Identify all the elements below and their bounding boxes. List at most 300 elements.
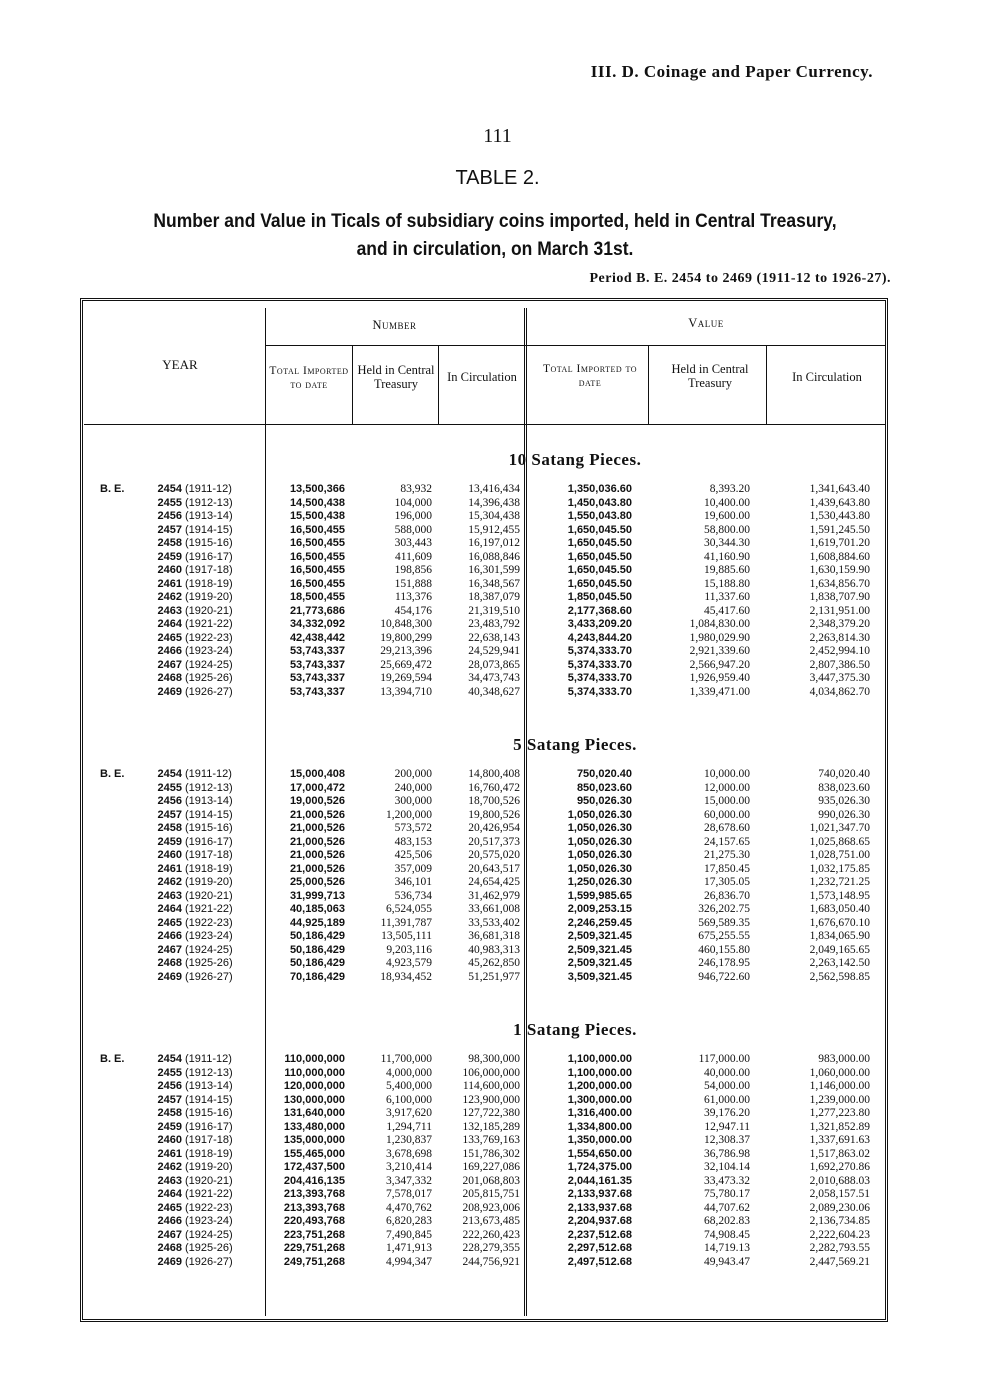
value-in-circulation: 2,010,688.03 (809, 1174, 870, 1187)
number-total-imported: 53,743,337 (289, 658, 345, 671)
value-total-imported: 1,650,045.50 (567, 550, 632, 563)
be-year: 2460 (157, 564, 182, 576)
number-held: 5,400,000 (386, 1080, 432, 1092)
value-held: 41,160.90 (704, 550, 750, 563)
number-in-circulation: 15,912,455 (468, 523, 520, 536)
number-held: 11,700,000 (380, 1053, 432, 1065)
table-row (0, 1094, 995, 1108)
value-held: 24,157.65 (704, 835, 750, 848)
value-total-imported: 1,724,375.00 (567, 1161, 632, 1173)
year-header: YEAR (162, 357, 198, 372)
value-in-circulation: 1,630,159.90 (809, 564, 870, 576)
value-total-imported: 1,300,000.00 (567, 1093, 632, 1106)
value-total-imported: 750,020.40 (576, 768, 632, 780)
value-held: 49,943.47 (704, 1255, 750, 1268)
value-in-circulation: 2,348,379.20 (809, 618, 870, 630)
value-held: 61,000.00 (704, 1093, 750, 1106)
value-held: 19,600.00 (704, 510, 750, 522)
number-in-circulation: 33,661,008 (468, 903, 520, 915)
table-row (0, 605, 995, 619)
table-caption (95, 208, 895, 264)
number-in-circulation: 132,185,289 (462, 1120, 520, 1133)
number-held: 300,000 (394, 795, 432, 807)
number-total-imported: 53,743,337 (289, 685, 345, 698)
number-total-imported: 34,332,092 (289, 618, 345, 630)
number-in-circulation: 228,279,355 (462, 1242, 520, 1254)
value-col-divider-1 (648, 345, 649, 424)
gregorian-year: (1912-13) (185, 1066, 233, 1079)
be-year: 2458 (157, 537, 182, 549)
value-total-imported: 1,450,043.80 (567, 496, 632, 509)
number-total-imported: 50,186,429 (289, 957, 345, 969)
value-in-circulation: 1,321,852.89 (809, 1120, 870, 1133)
number-held: 104,000 (394, 496, 432, 509)
number-total-imported: 16,500,455 (289, 577, 345, 590)
number-held: 3,678,698 (386, 1147, 432, 1160)
table-row (0, 1121, 995, 1135)
table-row (0, 1134, 995, 1148)
value-in-circulation: 935,026.30 (818, 795, 870, 807)
number-total-imported: 16,500,455 (289, 537, 345, 549)
value-in-circulation: 1,060,000.00 (809, 1066, 870, 1079)
number-held: 6,524,055 (386, 903, 432, 915)
number-total-imported: 204,416,135 (283, 1174, 345, 1187)
number-total-imported: 249,751,268 (283, 1255, 345, 1268)
table-row (0, 1215, 995, 1229)
number-total-imported: 21,000,526 (289, 835, 345, 848)
value-total-imported: 1,050,026.30 (567, 808, 632, 821)
value-held: 17,305.05 (704, 876, 750, 888)
table-row (0, 903, 995, 917)
gregorian-year: (1923-24) (185, 645, 233, 657)
be-year: 2469 (157, 685, 182, 698)
table-row (0, 1229, 995, 1243)
number-held: 196,000 (394, 510, 432, 522)
section-rows-1-satang (0, 1053, 995, 1269)
number-in-circulation: 244,756,921 (462, 1255, 520, 1268)
be-year: 2464 (157, 618, 182, 630)
gregorian-year: (1922-23) (185, 916, 233, 929)
number-held: 113,376 (395, 591, 432, 603)
be-year: 2465 (157, 916, 182, 929)
value-in-circulation: 2,136,734.85 (809, 1215, 870, 1227)
value-held-header: Held in Central Treasury (671, 362, 749, 390)
value-held: 15,188.80 (704, 577, 750, 590)
caption-line-2: and in circulation, on March 31st. (356, 239, 634, 260)
number-total-imported: 31,999,713 (289, 889, 345, 902)
value-held: 2,566,947.20 (689, 658, 750, 671)
number-held: 3,210,414 (386, 1161, 432, 1173)
number-total-imported: 17,000,472 (289, 781, 345, 794)
gregorian-year: (1926-27) (185, 1255, 233, 1268)
value-total-imported: 2,133,937.68 (567, 1201, 632, 1214)
value-held: 33,473.32 (704, 1174, 750, 1187)
page-number: 111 (483, 125, 512, 147)
gregorian-year: (1911-12) (185, 483, 232, 495)
table-row (0, 578, 995, 592)
value-held: 10,000.00 (704, 768, 750, 780)
table-row (0, 618, 995, 632)
number-total-imported: 133,480,000 (283, 1120, 345, 1133)
number-held: 1,471,913 (386, 1242, 432, 1254)
be-year: 2468 (157, 957, 182, 969)
gregorian-year: (1917-18) (185, 849, 233, 861)
be-year: 2455 (157, 781, 182, 794)
be-year: 2460 (157, 1134, 182, 1146)
value-held: 68,202.83 (704, 1215, 750, 1227)
number-in-circulation: 213,673,485 (462, 1215, 520, 1227)
number-header: Number (372, 318, 417, 332)
number-held: 4,923,579 (386, 957, 432, 969)
table-row (0, 1148, 995, 1162)
value-in-circulation: 1,530,443.80 (809, 510, 870, 522)
number-held: 425,506 (394, 849, 432, 861)
be-year: 2465 (157, 1201, 182, 1214)
number-held: 19,800,299 (380, 631, 432, 644)
value-in-circulation: 1,025,868.65 (809, 835, 870, 848)
number-in-circulation: 169,227,086 (462, 1161, 520, 1173)
value-held: 117,000.00 (698, 1053, 750, 1065)
value-total-imported: 850,023.60 (576, 781, 632, 794)
number-in-circulation: 16,301,599 (468, 564, 520, 576)
value-in-circulation: 1,028,751.00 (809, 849, 870, 861)
number-total-imported: 42,438,442 (289, 631, 345, 644)
table-row (0, 944, 995, 958)
value-total-imported: 1,050,026.30 (567, 849, 632, 861)
value-held: 44,707.62 (704, 1201, 750, 1214)
number-held: 13,394,710 (380, 685, 432, 698)
value-total-imported: 2,204,937.68 (567, 1215, 632, 1227)
be-year: 2455 (157, 496, 182, 509)
number-total-imported: 40,185,063 (289, 903, 345, 915)
number-in-circulation: 40,348,627 (468, 685, 520, 698)
gregorian-year: (1916-17) (185, 1120, 233, 1133)
table-row (0, 537, 995, 551)
gregorian-year: (1914-15) (185, 1093, 233, 1106)
value-total-imported: 1,350,000.00 (567, 1134, 632, 1146)
number-in-circulation: 20,643,517 (468, 862, 520, 875)
value-in-circulation: 1,834,065.90 (809, 930, 870, 942)
section-rows-10-satang (0, 483, 995, 699)
value-total-imported: 1,650,045.50 (567, 523, 632, 536)
table-row (0, 645, 995, 659)
value-held: 2,921,339.60 (689, 645, 750, 657)
number-held: 9,203,116 (386, 943, 432, 956)
be-year: 2454 (157, 483, 182, 495)
value-total-imported: 1,650,045.50 (567, 564, 632, 576)
value-total-imported: 1,316,400.00 (567, 1107, 632, 1119)
value-in-circulation: 1,683,050.40 (809, 903, 870, 915)
table-row (0, 1202, 995, 1216)
value-total-imported: 1,550,043.80 (567, 510, 632, 522)
number-in-circulation: 123,900,000 (462, 1093, 520, 1106)
value-total-imported: 1,100,000.00 (567, 1053, 632, 1065)
value-in-circulation: 2,452,994.10 (809, 645, 870, 657)
gregorian-year: (1914-15) (185, 808, 233, 821)
number-in-circulation: 16,760,472 (468, 781, 520, 794)
be-year: 2456 (157, 795, 182, 807)
number-held: 536,734 (394, 889, 432, 902)
table-row (0, 890, 995, 904)
be-year: 2466 (157, 1215, 182, 1227)
table-row (0, 1242, 995, 1256)
value-held: 460,155.80 (698, 943, 750, 956)
number-in-circulation: 14,800,408 (468, 768, 520, 780)
value-in-circulation: 990,026.30 (818, 808, 870, 821)
number-total-imported: 14,500,438 (289, 496, 345, 509)
number-held: 4,000,000 (386, 1066, 432, 1079)
number-total-imported: 21,000,526 (289, 862, 345, 875)
value-total-imported: 1,050,026.30 (567, 862, 632, 875)
value-in-circulation: 1,517,863.02 (809, 1147, 870, 1160)
value-in-circulation: 1,619,701.20 (809, 537, 870, 549)
table-row (0, 930, 995, 944)
be-year: 2467 (157, 943, 182, 956)
value-held: 1,084,830.00 (689, 618, 750, 630)
table-row (0, 1107, 995, 1121)
value-in-circulation: 1,838,707.90 (809, 591, 870, 603)
value-total-imported: 1,599,985.65 (567, 889, 632, 902)
number-in-circulation: 19,800,526 (468, 808, 520, 821)
gregorian-year: (1923-24) (185, 930, 233, 942)
table-row (0, 809, 995, 823)
value-in-circulation: 1,692,270.86 (809, 1161, 870, 1173)
number-in-circulation: 15,304,438 (468, 510, 520, 522)
gregorian-year: (1916-17) (185, 835, 233, 848)
table-row (0, 659, 995, 673)
number-held: 588,000 (394, 523, 432, 536)
number-held: 483,153 (394, 835, 432, 848)
number-in-circulation: 208,923,006 (462, 1201, 520, 1214)
value-held: 26,836.70 (704, 889, 750, 902)
table-row (0, 497, 995, 511)
table-row (0, 768, 995, 782)
number-col-divider-2 (438, 345, 439, 424)
gregorian-year: (1915-16) (185, 1107, 233, 1119)
be-year: 2456 (157, 510, 182, 522)
value-total-imported: 950,026.30 (576, 795, 632, 807)
table-row (0, 1175, 995, 1189)
number-total-imported: 16,500,455 (289, 523, 345, 536)
gregorian-year: (1912-13) (185, 781, 233, 794)
number-held: 357,009 (394, 862, 432, 875)
number-held: 4,994,347 (386, 1255, 432, 1268)
value-total-imported: 2,497,512.68 (567, 1255, 632, 1268)
number-total-imported: 25,000,526 (289, 876, 345, 888)
value-total-imported: 1,850,045.50 (567, 591, 632, 603)
value-total-imported: 3,433,209.20 (567, 618, 632, 630)
be-year: 2465 (157, 631, 182, 644)
value-held: 14,719.13 (704, 1242, 750, 1254)
number-in-circulation: 106,000,000 (462, 1066, 520, 1079)
number-total-imported: 155,465,000 (283, 1147, 345, 1160)
number-in-circulation: 18,700,526 (468, 795, 520, 807)
number-held-header: Held in Central Treasury (357, 363, 435, 391)
era-label: B. E. (100, 1053, 125, 1065)
value-held: 1,980,029.90 (689, 631, 750, 644)
value-col-divider-2 (766, 345, 767, 424)
value-held: 1,339,471.00 (689, 685, 750, 698)
be-year: 2454 (157, 768, 182, 780)
be-year: 2457 (157, 523, 182, 536)
gregorian-year: (1915-16) (185, 537, 233, 549)
table-row (0, 1161, 995, 1175)
be-year: 2458 (157, 1107, 182, 1119)
number-in-circulation: 36,681,318 (468, 930, 520, 942)
number-held: 83,932 (400, 483, 432, 495)
number-in-circulation: 16,348,567 (468, 577, 520, 590)
table-row (0, 672, 995, 686)
number-total-imported: 16,500,455 (289, 550, 345, 563)
value-held: 75,780.17 (704, 1188, 750, 1200)
table-row (0, 524, 995, 538)
number-in-circulation: 222,260,423 (462, 1228, 520, 1241)
number-in-circulation: 24,654,425 (468, 876, 520, 888)
table-row (0, 876, 995, 890)
running-header: III. D. Coinage and Paper Currency. (590, 62, 873, 81)
table-row (0, 1080, 995, 1094)
gregorian-year: (1921-22) (185, 1188, 233, 1200)
table-row (0, 551, 995, 565)
number-in-circulation: 114,600,000 (462, 1080, 520, 1092)
be-year: 2459 (157, 550, 182, 563)
number-held: 6,100,000 (386, 1093, 432, 1106)
value-total-imported: 2,509,321.45 (567, 930, 632, 942)
value-total-imported: 3,509,321.45 (567, 970, 632, 983)
number-held: 3,917,620 (386, 1107, 432, 1119)
gregorian-year: (1925-26) (185, 1242, 233, 1254)
header-rule-top (265, 345, 885, 346)
number-in-circulation: 23,483,792 (468, 618, 520, 630)
gregorian-year: (1914-15) (185, 523, 233, 536)
number-total-imported: 21,773,686 (289, 604, 345, 617)
number-total-imported: 172,437,500 (283, 1161, 345, 1173)
number-held: 1,200,000 (386, 808, 432, 821)
number-held: 7,490,845 (386, 1228, 432, 1241)
gregorian-year: (1918-19) (185, 1147, 233, 1160)
gregorian-year: (1924-25) (185, 1228, 233, 1241)
table-row (0, 836, 995, 850)
number-held: 29,213,396 (380, 645, 432, 657)
number-held: 11,391,787 (380, 916, 432, 929)
value-in-circulation: 1,232,721.25 (809, 876, 870, 888)
table-row (0, 1067, 995, 1081)
number-held: 454,176 (394, 604, 432, 617)
number-held: 200,000 (394, 768, 432, 780)
gregorian-year: (1921-22) (185, 903, 233, 915)
value-held: 21,275.30 (704, 849, 750, 861)
value-held: 12,000.00 (704, 781, 750, 794)
value-header: Value (688, 316, 724, 330)
gregorian-year: (1913-14) (185, 1080, 233, 1092)
value-in-circulation: 2,447,569.21 (809, 1255, 870, 1268)
be-year: 2458 (157, 822, 182, 834)
value-total-imported: 1,334,800.00 (567, 1120, 632, 1133)
be-year: 2469 (157, 1255, 182, 1268)
number-total-imported: 120,000,000 (283, 1080, 345, 1092)
number-in-circulation: 14,396,438 (468, 496, 520, 509)
number-total-imported: 19,000,526 (289, 795, 345, 807)
be-year: 2466 (157, 645, 182, 657)
be-year: 2454 (157, 1053, 182, 1065)
number-total-imported: 53,743,337 (289, 672, 345, 684)
value-held: 39,176.20 (704, 1107, 750, 1119)
gregorian-year: (1919-20) (185, 876, 233, 888)
value-total-imported: 5,374,333.70 (567, 658, 632, 671)
value-circulation-header: In Circulation (792, 370, 862, 384)
be-year: 2466 (157, 930, 182, 942)
table-row (0, 564, 995, 578)
value-in-circulation: 3,447,375.30 (809, 672, 870, 684)
value-held: 28,678.60 (704, 822, 750, 834)
gregorian-year: (1911-12) (185, 768, 232, 780)
number-held: 13,505,111 (381, 930, 432, 942)
be-year: 2464 (157, 903, 182, 915)
number-total-imported: 223,751,268 (283, 1228, 345, 1241)
value-held: 11,337.60 (704, 591, 750, 603)
gregorian-year: (1926-27) (185, 685, 233, 698)
number-total-imported: 50,186,429 (289, 930, 345, 942)
gregorian-year: (1911-12) (185, 1053, 232, 1065)
be-year: 2461 (157, 1147, 182, 1160)
value-total-imported: 5,374,333.70 (567, 645, 632, 657)
number-col-divider-1 (352, 345, 353, 424)
number-in-circulation: 151,786,302 (462, 1147, 520, 1160)
number-total-imported: 135,000,000 (283, 1134, 345, 1146)
value-in-circulation: 1,591,245.50 (809, 523, 870, 536)
number-in-circulation: 18,387,079 (468, 591, 520, 603)
number-circulation-header: In Circulation (447, 370, 517, 384)
value-in-circulation: 2,131,951.00 (809, 604, 870, 617)
value-total-imported: 1,050,026.30 (567, 822, 632, 834)
number-held: 10,848,300 (380, 618, 432, 630)
table-row (0, 483, 995, 497)
gregorian-year: (1918-19) (185, 577, 233, 590)
number-held: 1,294,711 (386, 1120, 432, 1133)
value-total-imported: 2,509,321.45 (567, 957, 632, 969)
gregorian-year: (1920-21) (185, 604, 233, 617)
be-year: 2468 (157, 1242, 182, 1254)
value-in-circulation: 1,277,223.80 (809, 1107, 870, 1119)
value-total-imported: 2,009,253.15 (567, 903, 632, 915)
number-total-imported: 53,743,337 (289, 645, 345, 657)
value-in-circulation: 4,034,862.70 (809, 685, 870, 698)
gregorian-year: (1923-24) (185, 1215, 233, 1227)
value-held: 58,800.00 (704, 523, 750, 536)
be-year: 2464 (157, 1188, 182, 1200)
value-total-imported: 1,650,045.50 (567, 577, 632, 590)
number-total-imported: 21,000,526 (289, 849, 345, 861)
number-in-circulation: 16,197,012 (468, 537, 520, 549)
gregorian-year: (1913-14) (185, 795, 233, 807)
table-row (0, 957, 995, 971)
table-row (0, 686, 995, 700)
number-in-circulation: 28,073,865 (468, 658, 520, 671)
value-in-circulation: 983,000.00 (818, 1053, 870, 1065)
value-in-circulation: 1,634,856.70 (809, 577, 870, 590)
number-total-imported: 13,500,366 (289, 483, 345, 495)
value-held: 17,850.45 (704, 862, 750, 875)
period-note: Period B. E. 2454 to 2469 (1911-12 to 1926-27). (589, 271, 891, 286)
gregorian-year: (1924-25) (185, 658, 233, 671)
number-held: 6,820,283 (386, 1215, 432, 1227)
era-label: B. E. (100, 768, 125, 780)
gregorian-year: (1922-23) (185, 1201, 233, 1214)
be-year: 2462 (157, 1161, 182, 1173)
value-total-imported: 5,374,333.70 (567, 672, 632, 684)
number-in-circulation: 24,529,941 (468, 645, 520, 657)
value-held: 45,417.60 (704, 604, 750, 617)
